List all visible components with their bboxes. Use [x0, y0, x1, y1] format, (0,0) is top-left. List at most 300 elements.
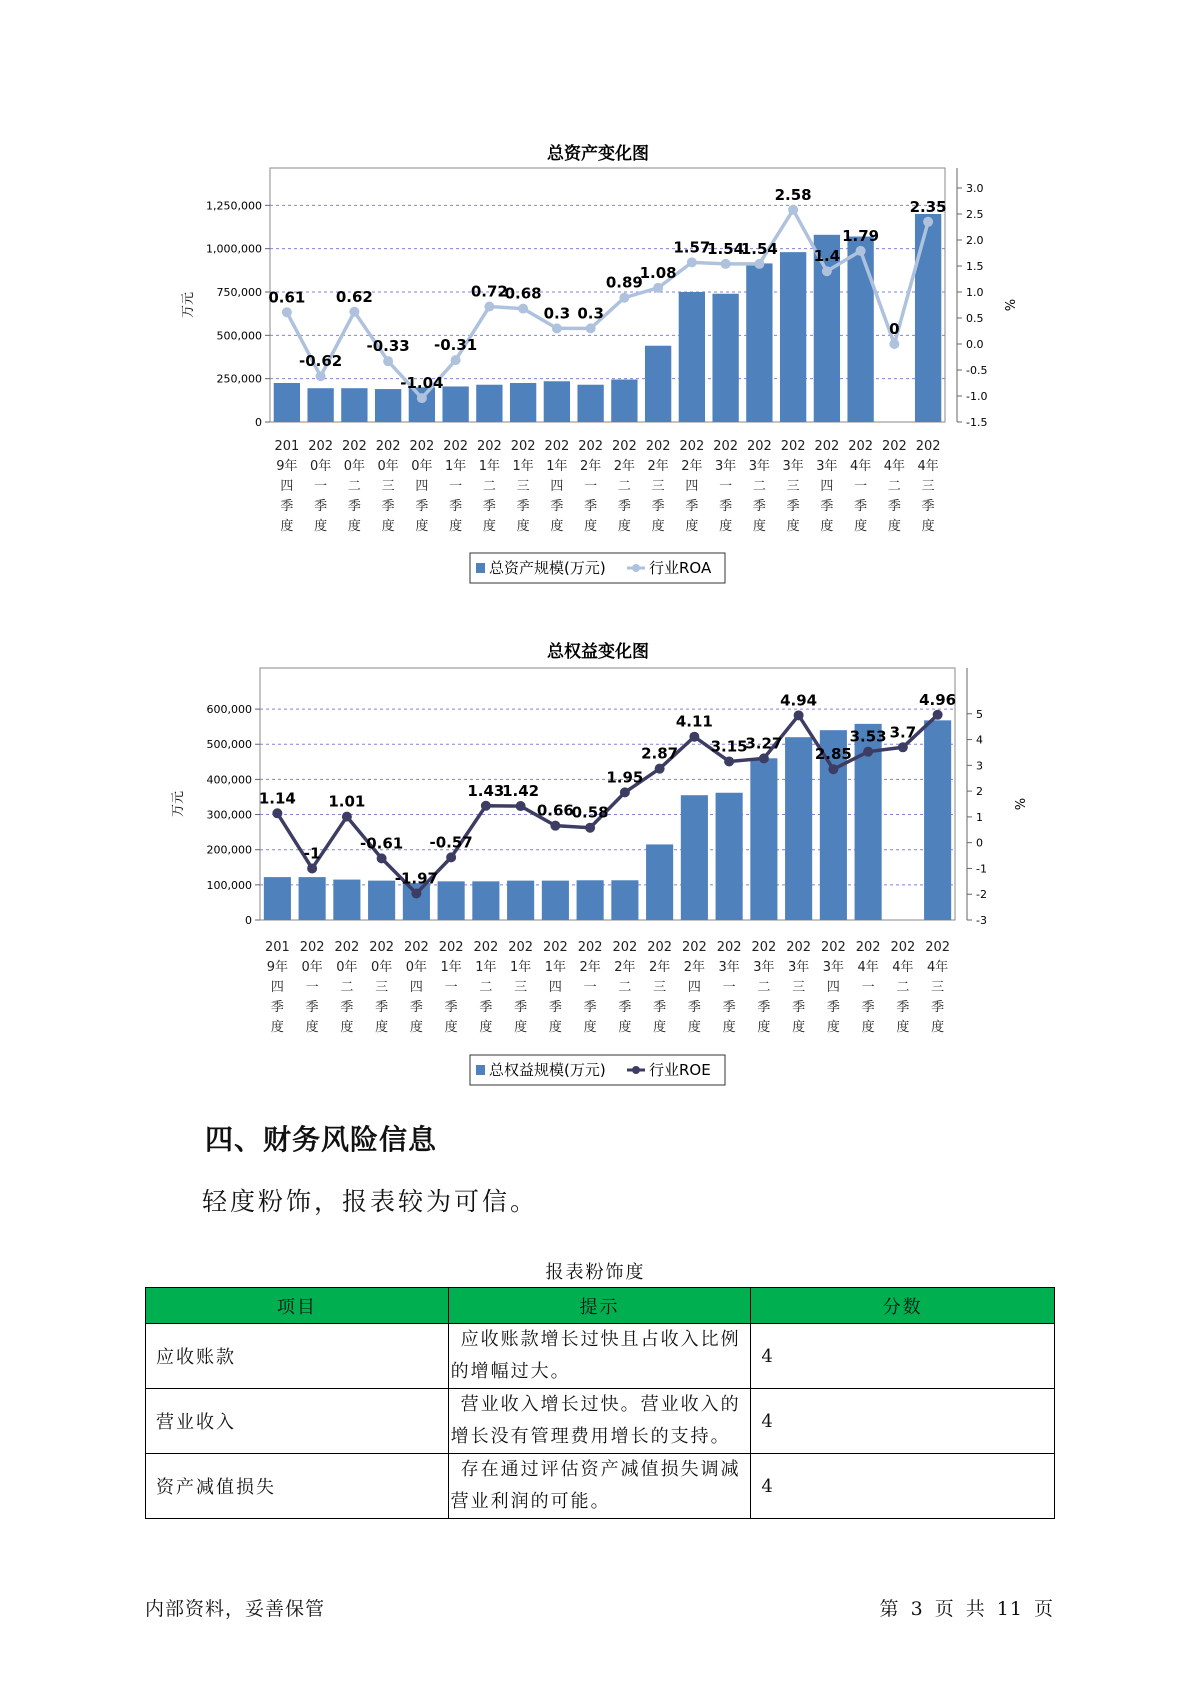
x-tick-label: 一	[305, 980, 319, 995]
line-point	[451, 355, 461, 365]
x-tick-label: 202	[925, 940, 951, 955]
x-tick-label: 3年	[748, 459, 771, 474]
x-tick-label: 0年	[411, 459, 433, 474]
legend-bar-swatch	[476, 563, 485, 573]
y-tick-label: 200,000	[206, 843, 252, 857]
x-tick-label: 季	[444, 1000, 458, 1015]
y2-tick-label: 2	[976, 785, 983, 799]
x-tick-label: 季	[375, 1000, 389, 1015]
x-tick-label: 三	[653, 980, 667, 995]
x-tick-label: 四	[685, 479, 699, 494]
x-tick-label: 二	[347, 479, 361, 494]
bar	[375, 389, 401, 422]
x-tick-label: 度	[896, 1020, 910, 1035]
x-tick-label: 3年	[782, 459, 804, 474]
x-tick-label: 1年	[478, 459, 501, 474]
data-label: 0.68	[504, 284, 542, 303]
y2-axis-label: %	[1011, 797, 1026, 811]
x-tick-label: 季	[719, 499, 733, 514]
bar	[476, 385, 502, 422]
x-tick-label: 2年	[579, 459, 602, 474]
y2-tick-label: -1.5	[966, 416, 988, 429]
legend-bar-label: 总资产规模(万元)	[489, 559, 606, 577]
y-tick-label: 1,250,000	[206, 199, 262, 213]
bar	[341, 388, 367, 422]
table-caption: 报表粉饰度	[545, 1262, 646, 1283]
x-tick-label: 0年	[370, 960, 393, 975]
x-tick-label: 度	[280, 519, 294, 534]
x-tick-label: 3年	[822, 960, 845, 975]
x-tick-label: 季	[685, 499, 699, 514]
line-point	[933, 710, 943, 720]
y2-tick-label: 3	[976, 759, 983, 773]
x-tick-label: 季	[479, 1000, 493, 1015]
line-point	[272, 808, 282, 818]
line-point	[923, 217, 933, 227]
data-label: 1.54	[707, 239, 745, 258]
data-label: 1.4	[813, 247, 841, 266]
data-label: -1	[303, 844, 321, 863]
y2-tick-label: -3	[976, 914, 987, 927]
row-item: 营业收入	[146, 1389, 449, 1454]
x-tick-label: 三	[514, 980, 528, 995]
x-tick-label: 三	[921, 479, 935, 494]
x-tick-label: 季	[314, 499, 328, 514]
x-tick-label: 二	[887, 479, 901, 494]
x-tick-label: 季	[921, 499, 935, 514]
x-tick-label: 202	[612, 940, 638, 955]
x-tick-label: 二	[617, 479, 631, 494]
bar	[542, 881, 569, 920]
bar	[368, 881, 395, 920]
bar	[544, 381, 570, 422]
x-tick-label: 季	[617, 499, 631, 514]
x-tick-label: 9年	[276, 459, 298, 474]
x-tick-label: 一	[722, 980, 736, 995]
x-tick-label: 202	[443, 439, 469, 454]
bar	[577, 385, 603, 422]
line-point	[619, 293, 629, 303]
y2-tick-label: 1	[976, 810, 983, 824]
x-tick-label: 2年	[647, 459, 669, 474]
x-tick-label: 度	[340, 1020, 354, 1035]
x-tick-label: 三	[651, 479, 665, 494]
line-point	[856, 246, 866, 256]
line-point	[889, 339, 899, 349]
chart-title: 总权益变化图	[547, 642, 649, 662]
x-tick-label: 202	[814, 439, 840, 454]
bar	[409, 387, 435, 422]
x-tick-label: 4年	[857, 960, 879, 975]
x-tick-label: 202	[334, 940, 360, 955]
x-tick-label: 202	[510, 439, 536, 454]
x-tick-label: 一	[719, 479, 733, 494]
x-tick-label: 季	[482, 499, 496, 514]
data-label: -0.61	[360, 834, 404, 853]
x-tick-label: 4年	[892, 960, 914, 975]
data-label: 1.95	[606, 768, 644, 787]
assets-chart-svg	[0, 130, 1191, 600]
x-tick-label: 度	[861, 1020, 875, 1035]
x-tick-label: 2年	[579, 960, 601, 975]
data-label: 3.53	[849, 727, 887, 746]
y-tick-label: 750,000	[216, 286, 262, 299]
line-point	[653, 283, 663, 293]
x-tick-label: 一	[854, 479, 868, 494]
x-tick-label: 202	[780, 439, 806, 454]
x-tick-label: 度	[786, 519, 800, 534]
x-tick-label: 度	[583, 1020, 597, 1035]
x-tick-label: 202	[375, 439, 401, 454]
x-tick-label: 季	[415, 499, 429, 514]
x-tick-label: 季	[548, 1000, 562, 1015]
data-label: 2.87	[641, 744, 679, 763]
x-tick-label: 201	[274, 439, 300, 454]
line-point	[411, 888, 421, 898]
line-point	[446, 852, 456, 862]
x-tick-label: 202	[890, 940, 916, 955]
x-tick-label: 2年	[683, 960, 706, 975]
line-point	[620, 787, 630, 797]
data-label: 2.58	[774, 185, 812, 204]
x-tick-label: 202	[542, 940, 568, 955]
line-point	[721, 259, 731, 269]
y2-tick-label: 0.0	[966, 338, 984, 351]
x-tick-label: 202	[508, 940, 534, 955]
line-point	[481, 801, 491, 811]
x-tick-label: 1年	[544, 960, 567, 975]
x-tick-label: 2年	[613, 459, 636, 474]
x-tick-label: 1年	[509, 960, 532, 975]
data-label: 1.79	[842, 226, 880, 245]
risk-table	[145, 1287, 1055, 1519]
x-tick-label: 季	[514, 1000, 528, 1015]
x-tick-label: 202	[476, 439, 502, 454]
bar	[679, 292, 705, 422]
line-point	[282, 307, 292, 317]
data-label: 1.54	[740, 239, 778, 258]
y-tick-label: 600,000	[206, 703, 252, 717]
bar	[915, 214, 941, 422]
data-label: 0.72	[470, 282, 508, 301]
x-tick-label: 度	[482, 519, 496, 534]
data-label: -0.31	[434, 336, 478, 355]
y-tick-label: 300,000	[206, 808, 252, 822]
data-label: -0.57	[429, 833, 473, 852]
bar	[438, 881, 465, 920]
line-point	[586, 323, 596, 333]
row-score: 4	[751, 1324, 1055, 1389]
x-tick-label: 度	[931, 1020, 945, 1035]
x-tick-label: 二	[479, 980, 493, 995]
data-label: 1.57	[673, 238, 711, 257]
x-tick-label: 202	[308, 439, 334, 454]
y2-tick-label: 0.5	[966, 312, 984, 325]
x-tick-label: 四	[826, 980, 840, 995]
x-tick-label: 二	[896, 980, 910, 995]
equity-chart-svg	[0, 628, 1191, 1098]
row-hint: 营业收入增长过快。营业收入的增长没有管理费用增长的支持。	[448, 1389, 751, 1454]
y-axis-label: 万元	[181, 291, 196, 319]
x-tick-label: 度	[415, 519, 429, 534]
x-tick-label: 度	[409, 1020, 423, 1035]
data-label: 4.96	[919, 690, 957, 709]
line-point	[349, 307, 359, 317]
bar	[681, 795, 708, 920]
data-label: 3.15	[710, 737, 748, 756]
line-point	[724, 756, 734, 766]
line-point	[585, 823, 595, 833]
x-tick-label: 季	[931, 1000, 945, 1015]
y2-tick-label: 1.0	[966, 286, 984, 299]
data-label: 0.62	[335, 287, 373, 306]
x-tick-label: 202	[881, 439, 907, 454]
data-label: 2.85	[814, 745, 852, 764]
x-tick-label: 季	[687, 1000, 701, 1015]
row-hint: 存在通过评估资产减值损失调减营业利润的可能。	[448, 1454, 751, 1519]
x-tick-label: 度	[719, 519, 733, 534]
line-point	[788, 205, 798, 215]
x-tick-label: 1年	[440, 960, 462, 975]
x-tick-label: 201	[264, 940, 290, 955]
x-tick-label: 季	[757, 1000, 771, 1015]
y-tick-label: 1,000,000	[206, 242, 262, 256]
data-label: -1.97	[394, 869, 438, 888]
bar	[645, 346, 671, 422]
x-tick-label: 202	[786, 940, 812, 955]
x-tick-label: 9年	[266, 960, 289, 975]
y2-tick-label: 5	[976, 707, 983, 721]
x-tick-label: 三	[786, 479, 800, 494]
x-tick-label: 4年	[926, 960, 949, 975]
x-tick-label: 三	[792, 980, 806, 995]
x-tick-label: 度	[479, 1020, 493, 1035]
x-tick-label: 季	[854, 499, 868, 514]
line-point	[342, 812, 352, 822]
x-tick-label: 四	[409, 980, 423, 995]
table-header-row	[146, 1288, 1055, 1324]
y2-tick-label: -1	[976, 862, 987, 876]
line-point	[689, 732, 699, 742]
x-tick-label: 一	[584, 479, 598, 494]
x-tick-label: 三	[931, 980, 945, 995]
x-tick-label: 四	[687, 980, 701, 995]
x-tick-label: 0年	[336, 960, 358, 975]
bar	[611, 380, 637, 422]
x-tick-label: 度	[792, 1020, 806, 1035]
x-tick-label: 202	[746, 439, 772, 454]
x-tick-label: 度	[314, 519, 328, 534]
x-tick-label: 度	[449, 519, 463, 534]
data-label: 0.66	[536, 801, 574, 820]
bar	[510, 383, 536, 422]
x-tick-label: 四	[550, 479, 564, 494]
x-tick-label: 季	[786, 499, 800, 514]
y2-tick-label: 1.5	[966, 260, 984, 273]
bar	[646, 844, 673, 920]
line-point	[316, 371, 326, 381]
x-tick-label: 0年	[377, 459, 399, 474]
data-label: 1.14	[258, 789, 296, 808]
bar	[750, 758, 777, 920]
y-tick-label: 0	[245, 914, 252, 927]
x-tick-label: 季	[861, 1000, 875, 1015]
x-tick-label: 度	[584, 519, 598, 534]
x-tick-label: 202	[713, 439, 739, 454]
y2-axis-label: %	[1001, 298, 1016, 312]
data-label: 4.11	[675, 712, 713, 731]
x-tick-label: 度	[757, 1020, 771, 1035]
x-tick-label: 202	[341, 439, 367, 454]
x-tick-label: 202	[716, 940, 742, 955]
x-tick-label: 202	[403, 940, 429, 955]
x-tick-label: 季	[516, 499, 530, 514]
bar	[472, 881, 499, 920]
x-tick-label: 季	[792, 1000, 806, 1015]
x-tick-label: 一	[314, 479, 328, 494]
bar	[333, 880, 360, 920]
data-label: 0	[889, 320, 900, 338]
footer-confidential: 内部资料，妥善保管	[145, 1598, 326, 1620]
y-tick-label: 500,000	[206, 738, 252, 752]
y2-tick-label: -2	[976, 888, 987, 902]
x-tick-label: 202	[438, 940, 464, 955]
line-point	[828, 764, 838, 774]
legend-bar-label: 总权益规模(万元)	[489, 1061, 606, 1079]
x-tick-label: 202	[645, 439, 671, 454]
x-tick-label: 四	[280, 479, 294, 494]
header-score: 分数	[751, 1288, 1055, 1324]
x-tick-label: 4年	[849, 459, 872, 474]
line-point	[383, 356, 393, 366]
x-tick-label: 3年	[787, 960, 810, 975]
line-point	[655, 764, 665, 774]
legend-line-marker	[632, 1066, 640, 1074]
bar	[264, 877, 291, 920]
x-tick-label: 二	[482, 479, 496, 494]
x-tick-label: 季	[618, 1000, 632, 1015]
x-tick-label: 季	[409, 1000, 423, 1015]
x-tick-label: 2年	[614, 960, 636, 975]
chart-title: 总资产变化图	[547, 144, 649, 164]
row-item: 应收账款	[146, 1324, 449, 1389]
legend-bar-swatch	[476, 1065, 485, 1075]
x-tick-label: 度	[550, 519, 564, 534]
x-tick-label: 度	[752, 519, 766, 534]
x-tick-label: 季	[305, 1000, 319, 1015]
x-tick-label: 4年	[917, 459, 939, 474]
x-tick-label: 度	[444, 1020, 458, 1035]
x-tick-label: 度	[548, 1020, 562, 1035]
y-tick-label: 0	[255, 416, 262, 429]
y-tick-label: 250,000	[216, 372, 262, 386]
x-tick-label: 202	[915, 439, 941, 454]
x-tick-label: 度	[514, 1020, 528, 1035]
x-tick-label: 0年	[309, 459, 332, 474]
x-tick-label: 202	[681, 940, 707, 955]
data-label: 1.43	[467, 781, 505, 800]
x-tick-label: 度	[347, 519, 361, 534]
x-tick-label: 202	[577, 940, 603, 955]
equity-chart	[0, 628, 1191, 1098]
bar	[307, 388, 333, 422]
x-tick-label: 0年	[343, 459, 366, 474]
row-hint: 应收账款增长过快且占收入比例的增幅过大。	[448, 1324, 751, 1389]
line-point	[898, 742, 908, 752]
x-tick-label: 202	[855, 940, 881, 955]
x-tick-label: 季	[722, 1000, 736, 1015]
x-tick-label: 0年	[301, 960, 323, 975]
x-tick-label: 一	[444, 980, 458, 995]
row-item: 资产减值损失	[146, 1454, 449, 1519]
y2-tick-label: 0	[976, 836, 983, 850]
y2-tick-label: 4	[976, 733, 983, 747]
data-label: 4.94	[780, 691, 818, 710]
x-tick-label: 二	[757, 980, 771, 995]
data-label: -1.04	[400, 374, 444, 393]
y-tick-label: 500,000	[216, 329, 262, 343]
assets-chart	[0, 130, 1191, 600]
x-tick-label: 度	[826, 1020, 840, 1035]
footer-page-number: 第 3 页 共 11 页	[879, 1598, 1054, 1620]
x-tick-label: 度	[687, 1020, 701, 1035]
y2-tick-label: -0.5	[966, 364, 988, 377]
x-tick-label: 一	[449, 479, 463, 494]
x-tick-label: 202	[473, 940, 499, 955]
x-tick-label: 季	[449, 499, 463, 514]
line-point	[307, 863, 317, 873]
x-tick-label: 202	[369, 940, 395, 955]
x-tick-label: 四	[415, 479, 429, 494]
x-tick-label: 度	[651, 519, 665, 534]
x-tick-label: 季	[347, 499, 361, 514]
x-tick-label: 度	[270, 1020, 284, 1035]
x-tick-label: 季	[583, 1000, 597, 1015]
data-label: 1.01	[328, 792, 366, 811]
x-tick-label: 3年	[753, 960, 775, 975]
x-tick-label: 季	[550, 499, 564, 514]
x-tick-label: 季	[653, 1000, 667, 1015]
x-tick-label: 度	[516, 519, 530, 534]
x-tick-label: 1年	[546, 459, 568, 474]
bar	[507, 881, 534, 920]
line-point	[552, 323, 562, 333]
x-tick-label: 三	[375, 980, 389, 995]
y-axis-label: 万元	[171, 790, 186, 818]
x-tick-label: 度	[887, 519, 901, 534]
line-point	[863, 747, 873, 757]
y2-tick-label: 2.0	[966, 234, 984, 247]
y2-tick-label: -1.0	[966, 390, 988, 403]
bar	[611, 880, 638, 920]
data-label: 1.08	[639, 263, 677, 282]
x-tick-label: 季	[280, 499, 294, 514]
x-tick-label: 季	[340, 1000, 354, 1015]
x-tick-label: 度	[685, 519, 699, 534]
x-tick-label: 202	[751, 940, 777, 955]
table-row	[146, 1454, 1055, 1519]
x-tick-label: 季	[381, 499, 395, 514]
x-tick-label: 202	[409, 439, 435, 454]
header-item: 项目	[146, 1288, 449, 1324]
x-tick-label: 3年	[718, 960, 740, 975]
legend-line-label: 行业ROE	[649, 1061, 711, 1079]
data-label: -0.33	[366, 337, 410, 356]
bar	[577, 880, 604, 920]
x-tick-label: 1年	[444, 459, 467, 474]
x-tick-label: 4年	[883, 459, 906, 474]
x-tick-label: 一	[861, 980, 875, 995]
